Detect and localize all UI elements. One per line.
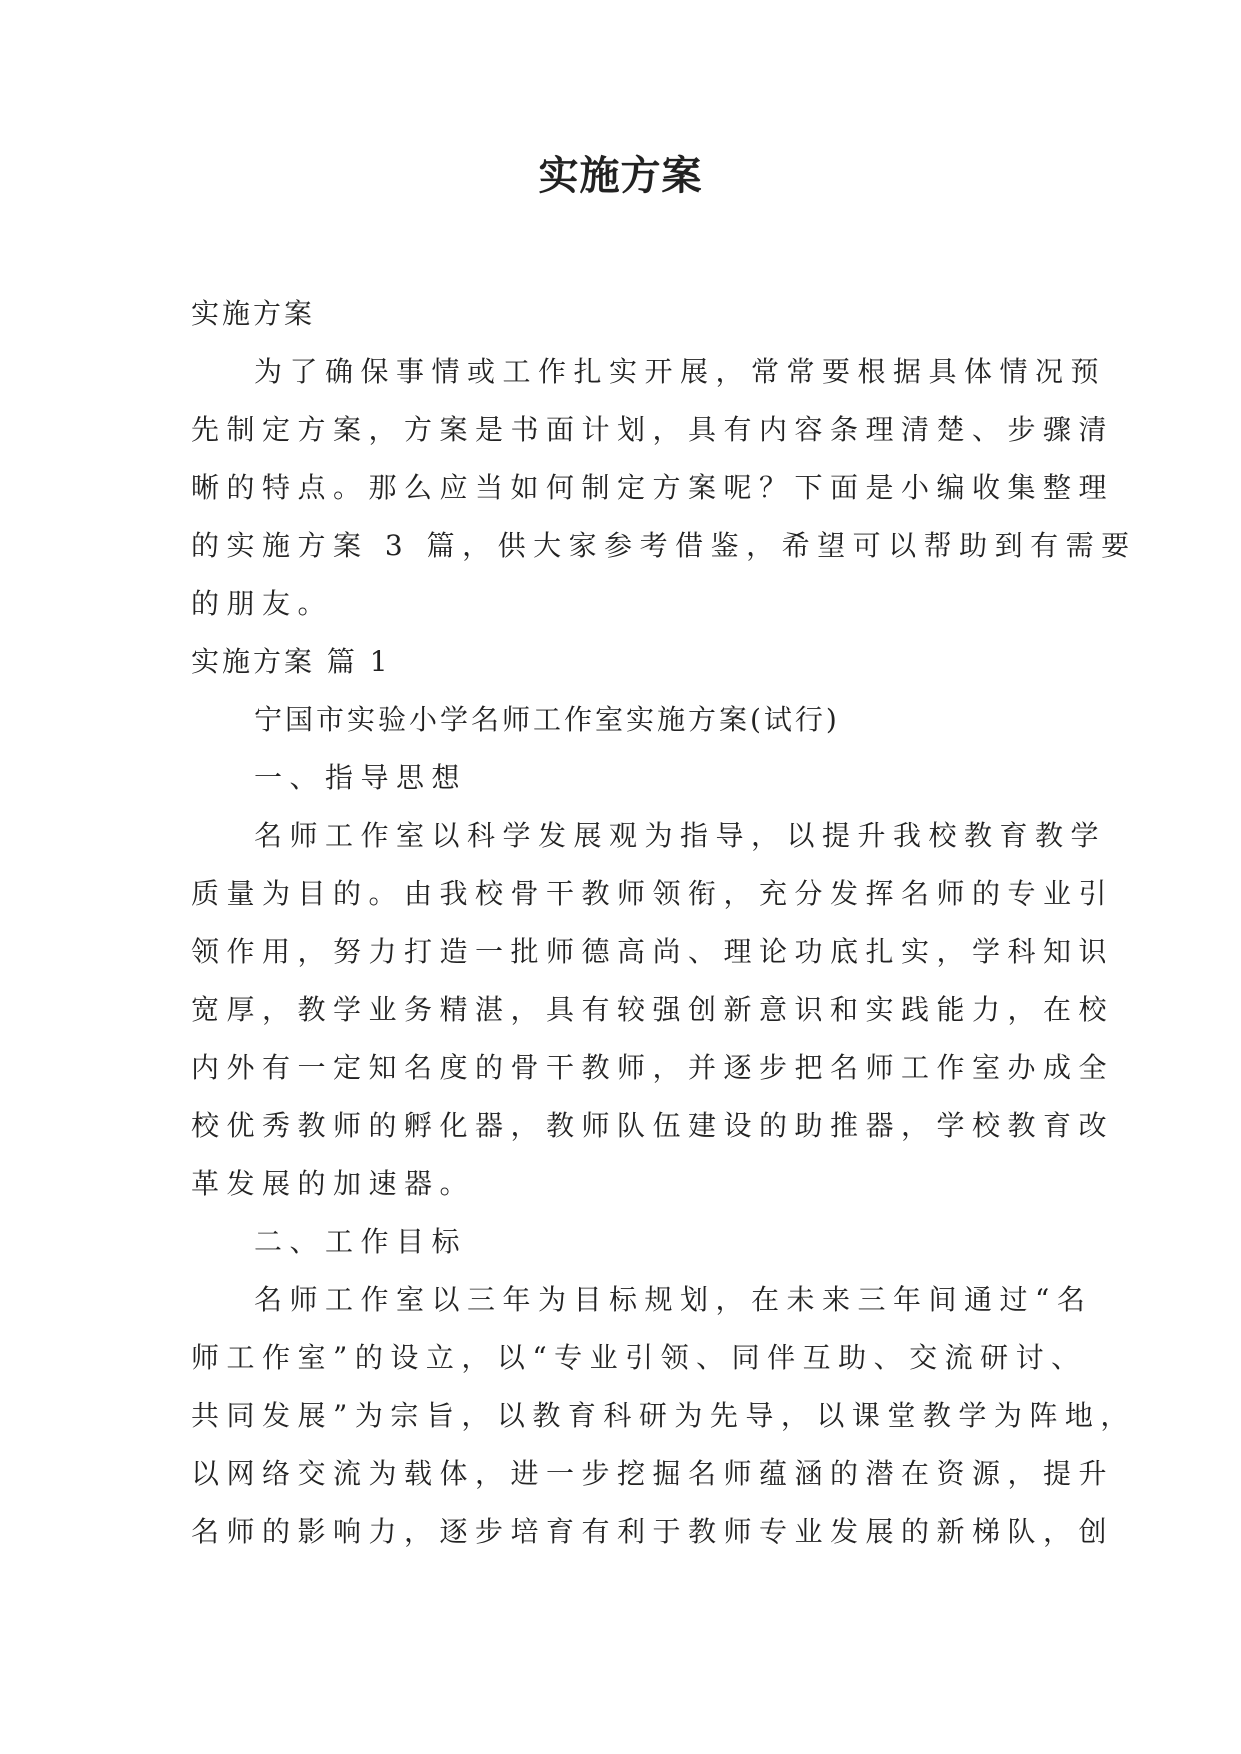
text-line: 宽厚，教学业务精湛，具有较强创新意识和实践能力，在校 — [191, 993, 1115, 1026]
text-line: 内外有一定知名度的骨干教师，并逐步把名师工作室办成全 — [191, 1051, 1115, 1084]
text-line: 名师工作室以科学发展观为指导，以提升我校教育教学 — [254, 819, 1107, 852]
text-line: 名师的影响力，逐步培育有利于教师专业发展的新梯队，创 — [191, 1515, 1115, 1548]
text-line: 实施方案 — [191, 297, 316, 330]
text-line: 的实施方案 3 篇，供大家参考借鉴，希望可以帮助到有需要 — [191, 529, 1137, 562]
document-title: 实施方案 — [538, 152, 703, 199]
text-line: 名师工作室以三年为目标规划，在未来三年间通过“名 — [254, 1283, 1093, 1316]
text-line: 先制定方案，方案是书面计划，具有内容条理清楚、步骤清 — [191, 413, 1115, 446]
text-line: 晰的特点。那么应当如何制定方案呢？下面是小编收集整理 — [191, 471, 1115, 504]
section-heading: 实施方案 篇 1 — [191, 645, 391, 678]
text-line: 的朋友。 — [191, 587, 334, 620]
document-body — [191, 285, 1137, 1561]
text-line: 师工作室”的设立，以“专业引领、同伴互助、交流研讨、 — [191, 1341, 1087, 1374]
text-line: 以网络交流为载体，进一步挖掘名师蕴涵的潜在资源，提升 — [191, 1457, 1115, 1490]
subsection-title: 宁国市实验小学名师工作室实施方案(试行) — [254, 703, 840, 736]
text-line: 共同发展”为宗旨，以教育科研为先导，以课堂教学为阵地， — [191, 1399, 1136, 1432]
text-line: 革发展的加速器。 — [191, 1167, 476, 1200]
text-line: 领作用，努力打造一批师德高尚、理论功底扎实，学科知识 — [191, 935, 1115, 968]
text-line: 为了确保事情或工作扎实开展，常常要根据具体情况预 — [254, 355, 1107, 388]
section-heading: 一、指导思想 — [254, 761, 468, 794]
text-line: 校优秀教师的孵化器，教师队伍建设的助推器，学校教育改 — [191, 1109, 1115, 1142]
section-heading: 二、工作目标 — [254, 1225, 468, 1258]
text-line: 质量为目的。由我校骨干教师领衔，充分发挥名师的专业引 — [191, 877, 1115, 910]
